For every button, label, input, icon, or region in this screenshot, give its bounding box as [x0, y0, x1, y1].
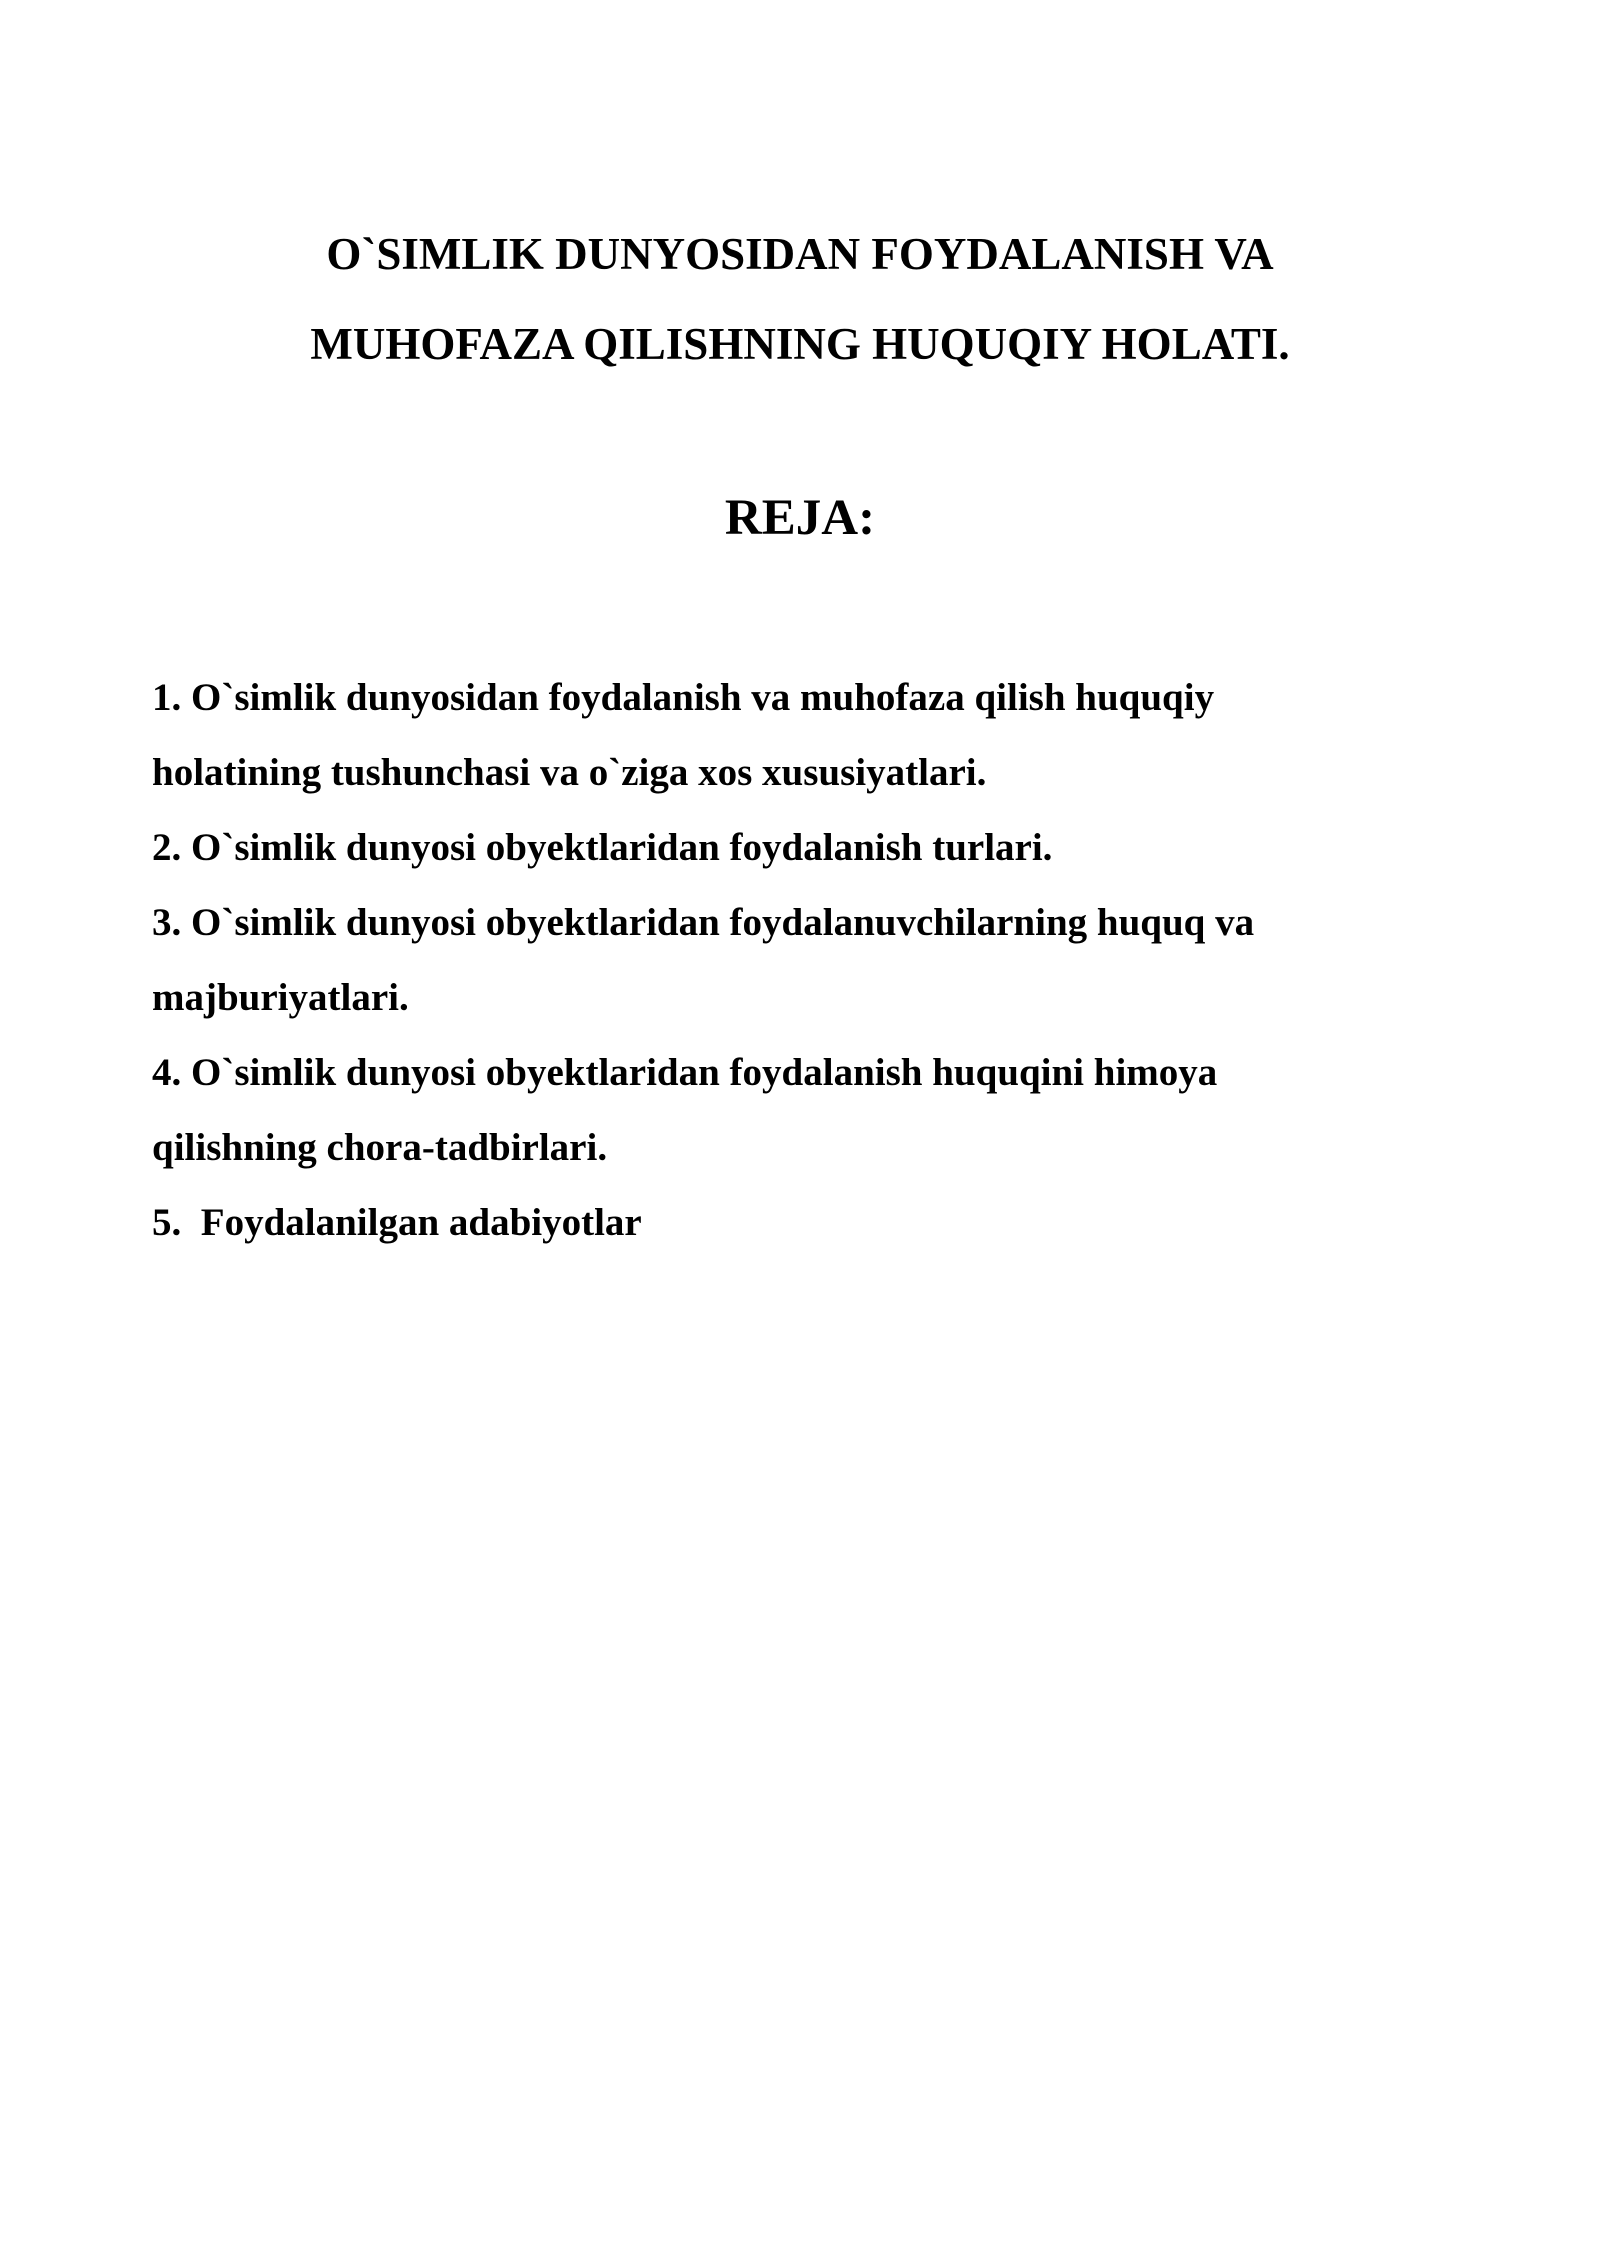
- plan-item-2: 2. O`simlik dunyosi obyektlaridan foydalanish turlari.: [152, 826, 1053, 869]
- plan-item-3-line-1: 3. O`simlik dunyosi obyektlaridan foydalanuvchilarning huquq va: [152, 901, 1255, 944]
- plan-item-5: 5. Foydalanilgan adabiyotlar: [152, 1201, 642, 1244]
- plan-list: [152, 660, 1452, 1260]
- plan-item-1-line-2: holatining tushunchasi va o`ziga xos xususiyatlari.: [152, 751, 987, 794]
- title-line: MUHOFAZA QILISHNING HUQUQIY HOLATI.: [310, 319, 1290, 369]
- plan-item-4-line-2: qilishning chora-tadbirlari.: [152, 1126, 608, 1169]
- plan-item-1-line-1: 1. O`simlik dunyosidan foydalanish va muhofaza qilish huquqiy: [152, 676, 1215, 719]
- title-line: O`SIMLIK DUNYOSIDAN FOYDALANISH VA: [326, 229, 1274, 279]
- plan-heading: REJA:: [724, 490, 876, 546]
- plan-item-4-line-1: 4. O`simlik dunyosi obyektlaridan foydalanish huquqini himoya: [152, 1051, 1218, 1094]
- document-title: [0, 229, 1600, 369]
- plan-item-3-line-2: majburiyatlari.: [152, 976, 409, 1019]
